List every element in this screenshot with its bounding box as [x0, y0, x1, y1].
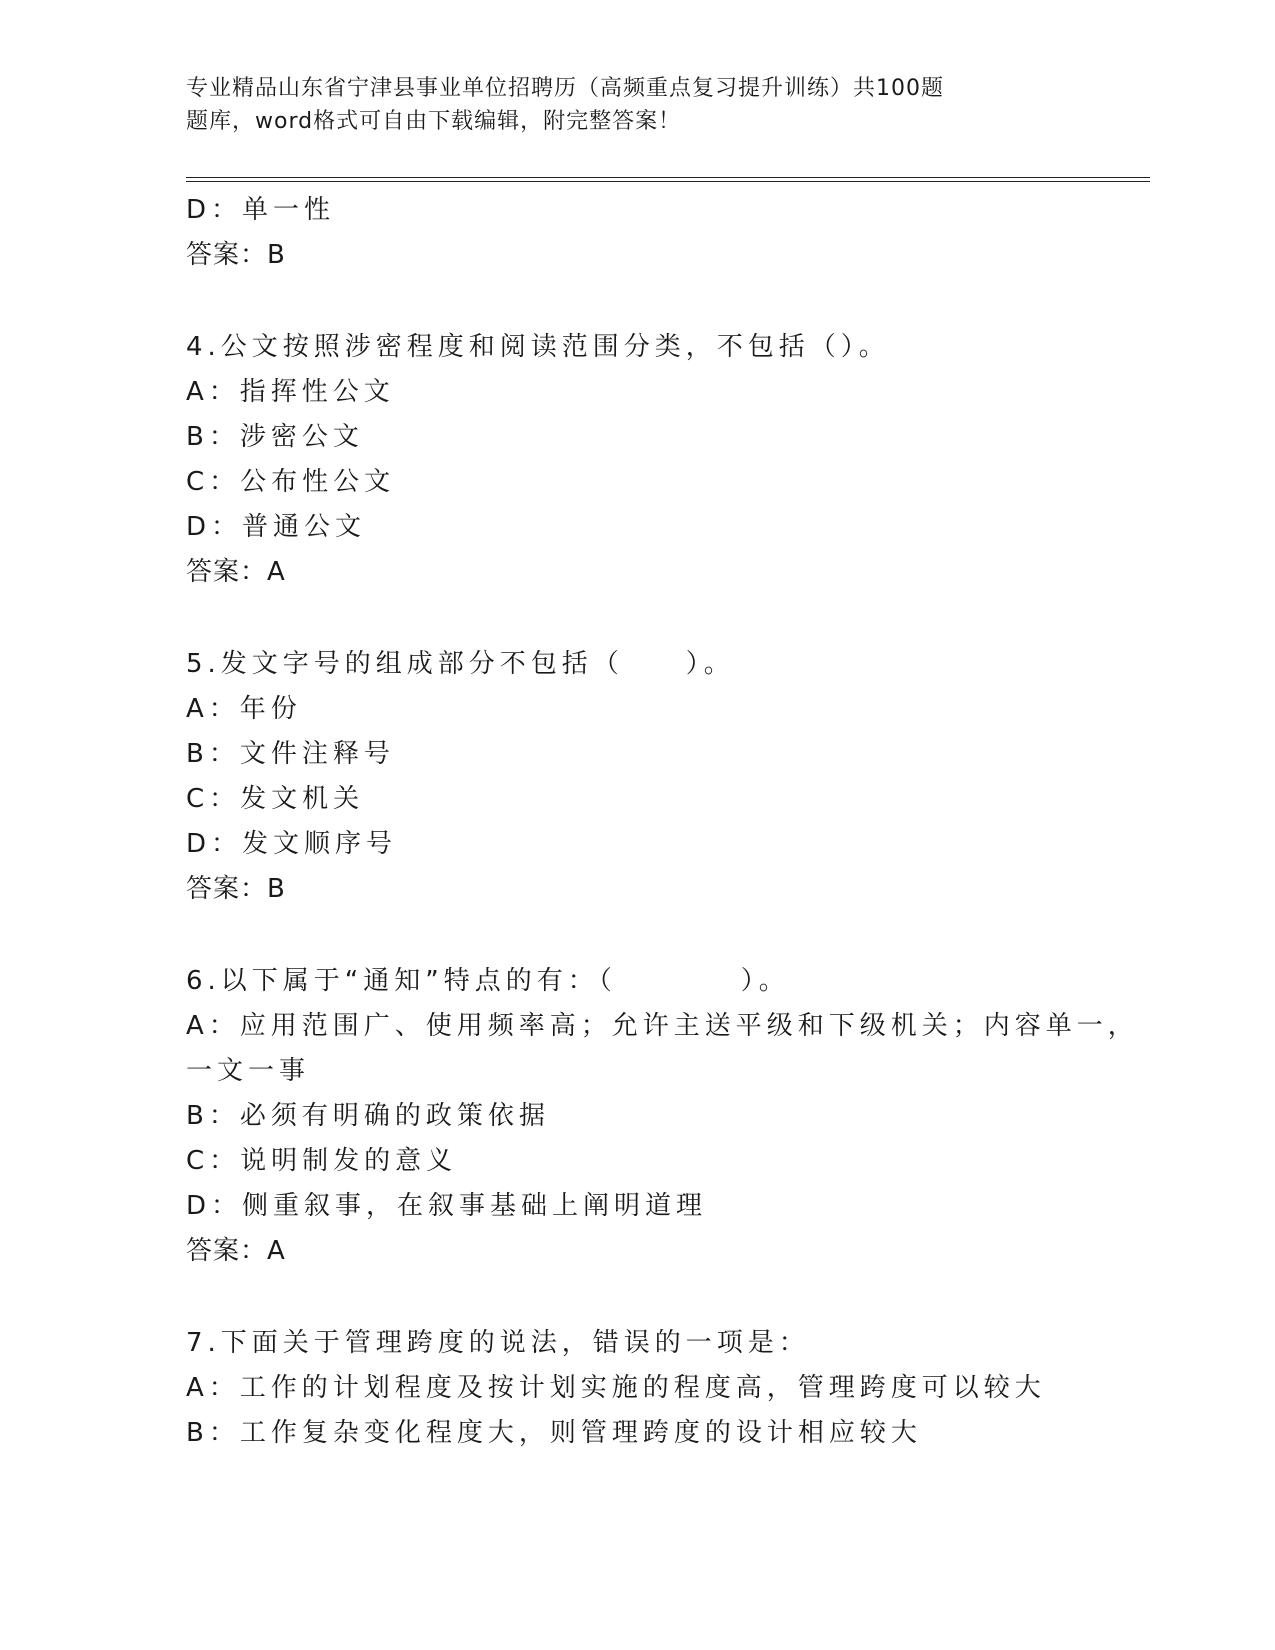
- question-list: [186, 188, 1139, 1456]
- option-c: C：说明制发的意义: [186, 1146, 458, 1176]
- header-divider: [186, 177, 1150, 182]
- answer: 答案：B: [186, 874, 286, 904]
- question-3-tail: [186, 188, 1086, 278]
- answer: 答案：B: [186, 240, 286, 270]
- option-b: B：必须有明确的政策依据: [186, 1101, 550, 1131]
- option-a: A：指挥性公文: [186, 377, 395, 407]
- page-header: [186, 72, 1026, 138]
- option-d: D：侧重叙事，在叙事基础上阐明道理: [186, 1191, 708, 1221]
- option-a: A：工作的计划程度及按计划实施的程度高，管理跨度可以较大: [186, 1373, 1046, 1403]
- option-b: B：工作复杂变化程度大，则管理跨度的设计相应较大: [186, 1418, 922, 1448]
- question-stem: 7.下面关于管理跨度的说法，错误的一项是：: [186, 1328, 810, 1358]
- answer: 答案：A: [186, 1236, 286, 1266]
- question-stem: 4.公文按照涉密程度和阅读范围分类，不包括（）。: [186, 332, 890, 362]
- question-stem: 5.发文字号的组成部分不包括（ ）。: [186, 649, 735, 679]
- question-4: [186, 325, 1086, 595]
- header-title-line-2: 题库，word格式可自由下载编辑，附完整答案！: [186, 109, 682, 134]
- header-title-line-1: 专业精品山东省宁津县事业单位招聘历（高频重点复习提升训练）共100题: [186, 76, 944, 101]
- question-stem: 6.以下属于“通知”特点的有：（ ）。: [186, 966, 790, 996]
- option-a-line-2: 一文一事: [186, 1056, 311, 1086]
- question-5: [186, 642, 1086, 912]
- option-c: C：公布性公文: [186, 467, 396, 497]
- answer: 答案：A: [186, 557, 286, 587]
- question-6: [186, 959, 1139, 1274]
- option-c: C：发文机关: [186, 784, 365, 814]
- option-d: D：普通公文: [186, 512, 367, 542]
- question-7: [186, 1321, 1086, 1456]
- option-a: A：年份: [186, 694, 302, 724]
- option-a-line-1: A：应用范围广、使用频率高；允许主送平级和下级机关；内容单一，: [186, 1011, 1139, 1041]
- option-b: B：文件注释号: [186, 739, 395, 769]
- option-d: D：发文顺序号: [186, 829, 398, 859]
- option-b: B：涉密公文: [186, 422, 364, 452]
- option-d: D：单一性: [186, 195, 336, 225]
